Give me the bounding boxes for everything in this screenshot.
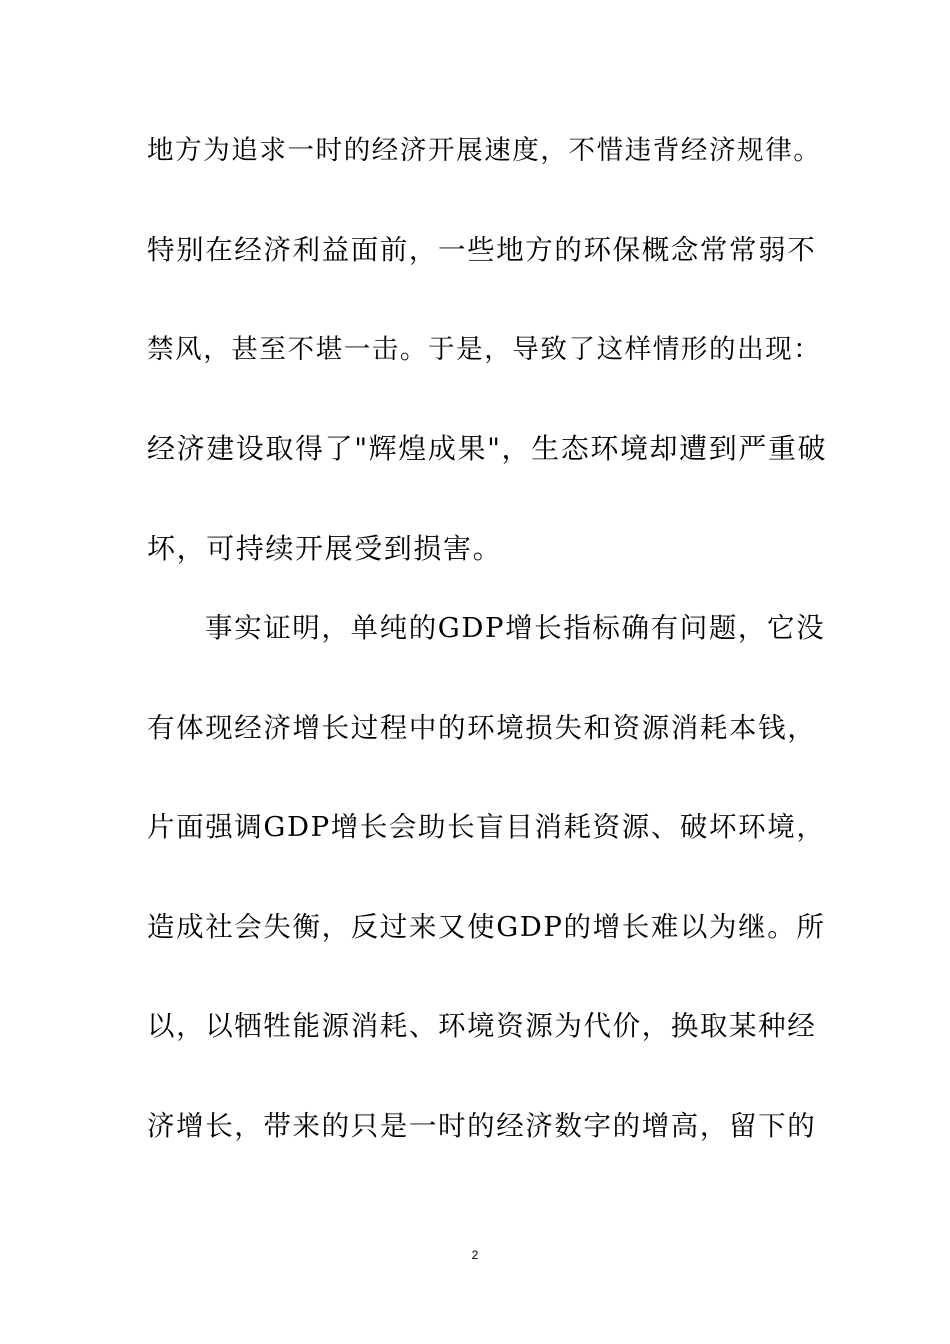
text-line-2: 特别在经济利益面前，一些地方的环保概念常常弱不: [147, 234, 817, 266]
text-line-4: 经济建设取得了"辉煌成果"，生态环境却遭到严重破: [147, 432, 828, 465]
text-line-11: 济增长，带来的只是一时的经济数字的增高，留下的: [147, 1110, 817, 1142]
text-line-3: 禁风，甚至不堪一击。于是，导致了这样情形的出现：: [147, 334, 822, 365]
text-line-10: 以，以牺牲能源消耗、环境资源为代价，换取某种经: [147, 1010, 817, 1042]
text-line-6-paragraph-start: 事实证明，单纯的GDP增长指标确有问题，它没: [205, 612, 826, 644]
text-line-8: 片面强调GDP增长会助长盲目消耗资源、破坏环境，: [147, 811, 826, 843]
text-line-1: 地方为追求一时的经济开展速度，不惜违背经济规律。: [147, 135, 822, 166]
text-line-5: 坏，可持续开展受到损害。: [147, 532, 503, 565]
text-line-9: 造成社会失衡，反过来又使GDP的增长难以为继。所: [147, 911, 826, 943]
page-number: 2: [471, 1248, 479, 1262]
text-line-7: 有体现经济增长过程中的环境损失和资源消耗本钱，: [147, 712, 817, 744]
